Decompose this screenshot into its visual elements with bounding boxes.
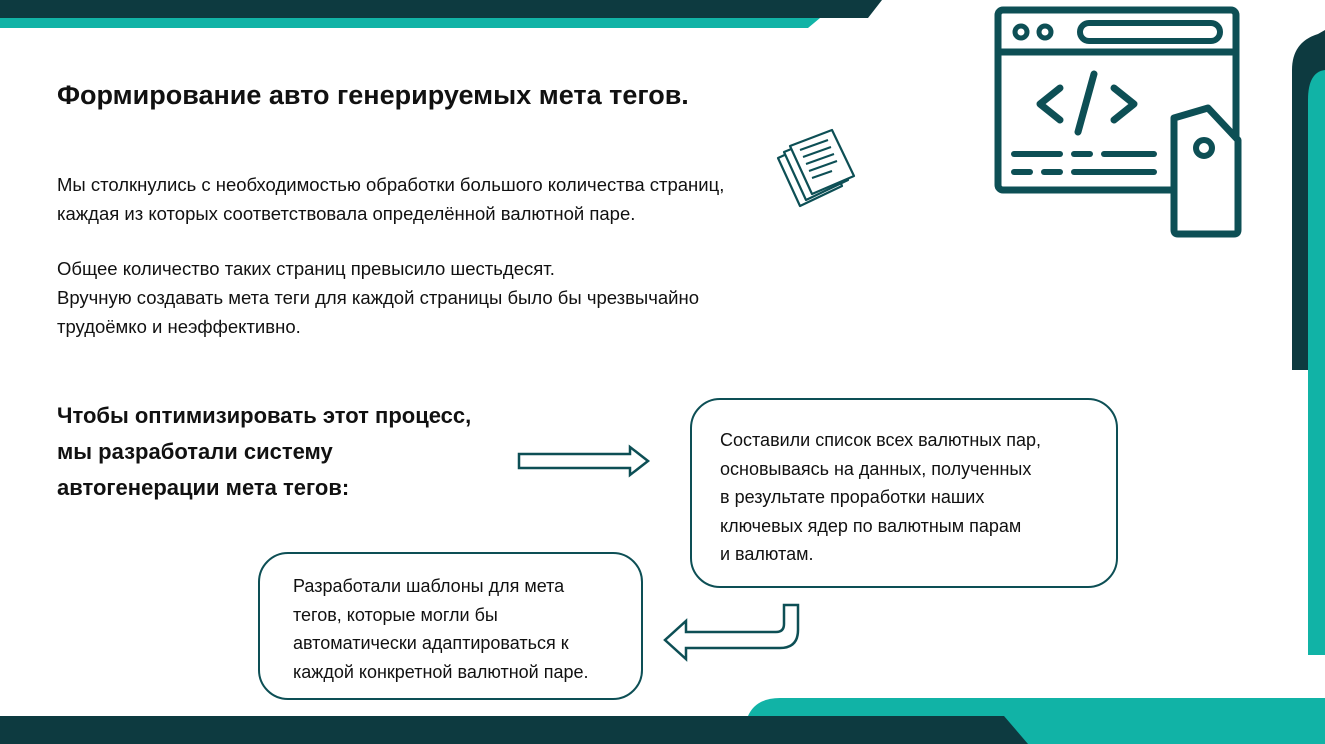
step-card-2 [258,552,643,700]
problem-line: Вручную создавать мета теги для каждой страницы было бы чрезвычайно [57,287,699,308]
top-decor-band [0,0,890,32]
right-decor-band [1288,30,1325,660]
step1-line: основываясь на данных, полученных [720,458,1032,479]
problem-line: Общее количество таких страниц превысило шестьдесят. [57,258,555,279]
arrow-right-icon [516,444,654,478]
problem-line: трудоёмко и неэффективно. [57,316,301,337]
step2-line: каждой конкретной валютной паре. [293,661,589,682]
step-card-1 [690,398,1118,588]
step1-line: в результате проработки наших [720,487,985,507]
intro-line: каждая из которых соответствовала определённой валютной паре. [57,203,636,224]
step1-line: Составили список всех валютных пар, [720,430,1041,450]
problem-paragraph [57,254,699,341]
solution-heading-line: мы разработали систему [57,439,333,464]
solution-heading-line: Чтобы оптимизировать этот процесс, [57,403,472,428]
code-window-tag-icon [994,6,1244,242]
bottom-decor-band [0,696,1325,744]
intro-paragraph [57,170,724,228]
step1-line: и валютам. [720,544,814,564]
slide-title: Формирование авто генерируемых мета тегов. [57,80,689,110]
solution-heading [57,398,471,506]
intro-line: Мы столкнулись с необходимостью обработки большого количества страниц, [57,174,725,195]
step2-line: тегов, которые могли бы [293,604,498,625]
arrow-down-left-icon [660,602,806,664]
documents-icon [770,128,865,218]
step2-line: автоматически адаптироваться к [293,633,569,653]
solution-heading-line: автогенерации мета тегов: [57,475,350,500]
step2-line: Разработали шаблоны для мета [293,576,565,596]
step1-line: ключевых ядер по валютным парам [720,515,1022,536]
